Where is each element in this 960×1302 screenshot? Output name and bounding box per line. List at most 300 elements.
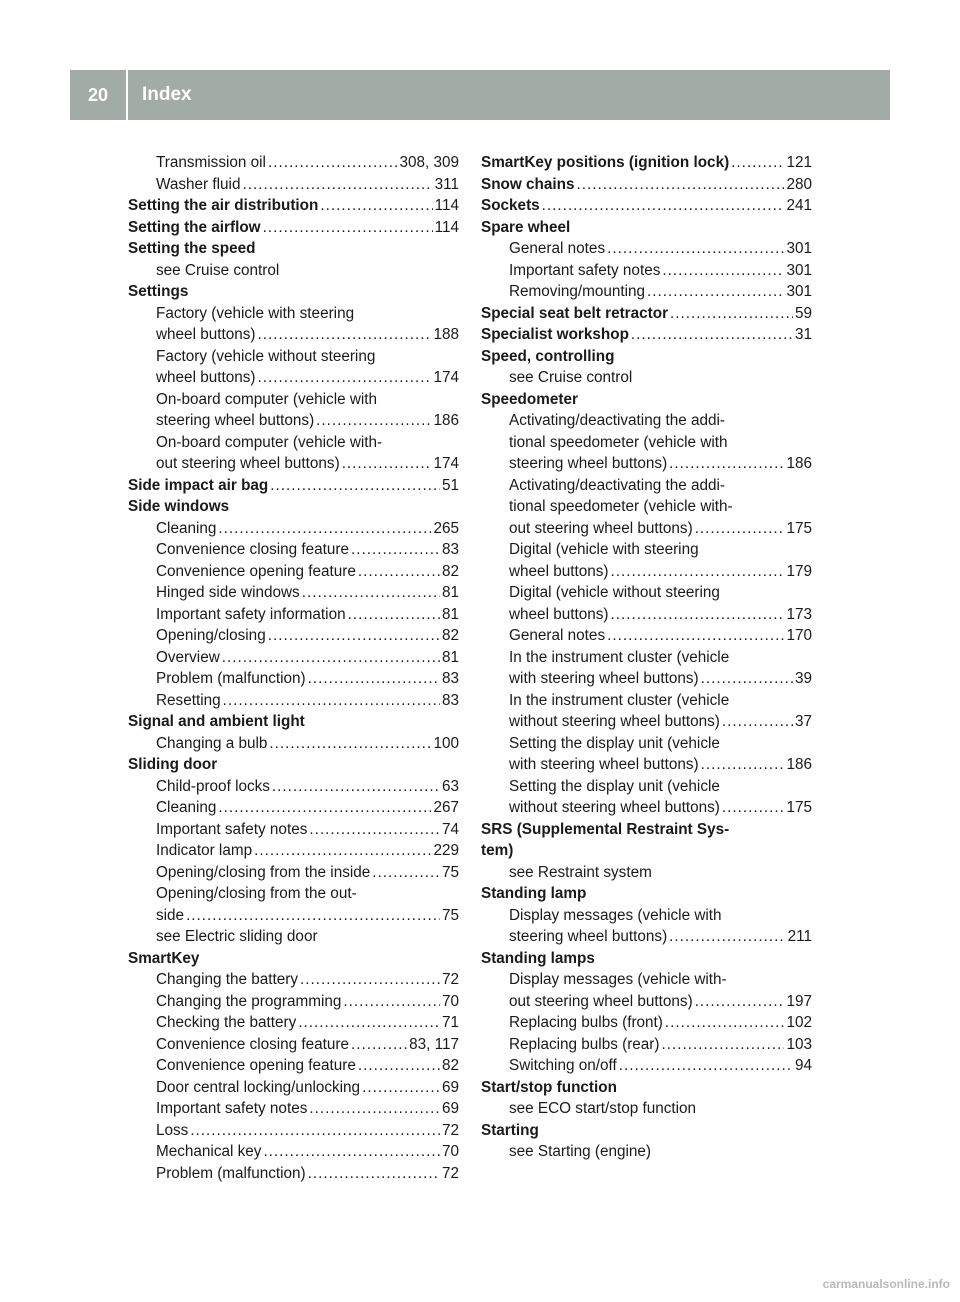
entry-text: Cleaning: [156, 799, 217, 816]
entry-text: Opening/closing: [156, 627, 266, 644]
page-reference[interactable]: 103: [786, 1035, 812, 1053]
page-reference[interactable]: 69: [441, 1100, 459, 1117]
entry-text: Spare wheel: [481, 218, 571, 236]
entry-text: Display messages (vehicle with-: [509, 971, 727, 988]
index-subentry: [481, 518, 812, 540]
index-subentry: [128, 582, 459, 604]
page-reference[interactable]: 170: [786, 627, 812, 644]
entry-text: Important safety notes: [156, 1100, 308, 1117]
index-subentry: [128, 303, 459, 325]
index-entry: [481, 217, 812, 239]
entry-text: Important safety notes: [156, 820, 308, 838]
entry-text: Starting: [481, 1121, 539, 1139]
index-subentry: [481, 668, 812, 690]
index-subentry: [128, 1098, 459, 1120]
entry-text: Hinged side windows: [156, 584, 300, 601]
dot-leader: [722, 711, 793, 733]
entry-text: see Cruise control: [509, 369, 633, 386]
dot-leader: [358, 1055, 440, 1077]
index-entry: [481, 948, 812, 970]
dot-leader: [607, 238, 784, 260]
index-subentry: [128, 346, 459, 368]
dot-leader: [298, 1012, 440, 1034]
index-subentry: [481, 647, 812, 669]
index-subentry: [128, 260, 459, 282]
page-reference[interactable]: 83, 117: [409, 1035, 459, 1053]
entry-text: Transmission oil: [156, 154, 266, 171]
index-entry: [481, 1120, 812, 1142]
dot-leader: [270, 475, 440, 497]
entry-text: Signal and ambient light: [128, 713, 305, 730]
entry-text: Sliding door: [128, 756, 218, 773]
header-divider: [126, 70, 128, 120]
index-entry: [128, 475, 459, 497]
page-reference[interactable]: 70: [441, 992, 459, 1010]
watermark: carmanualsonline.info: [822, 1277, 950, 1291]
page-reference[interactable]: 37: [794, 713, 812, 730]
index-subentry: [481, 367, 812, 389]
page-reference[interactable]: 83: [441, 541, 459, 558]
page-reference[interactable]: 39: [794, 670, 812, 687]
index-subentry: [128, 862, 459, 884]
dot-leader: [218, 518, 431, 540]
entry-text: Setting the display unit (vehicle: [509, 734, 720, 752]
index-subentry: [128, 367, 459, 389]
entry-text: Digital (vehicle with steering: [509, 541, 699, 558]
index-entry: [128, 217, 459, 239]
entry-text: Problem (malfunction): [156, 670, 306, 687]
page-reference[interactable]: 121: [786, 154, 812, 171]
dot-leader: [351, 539, 440, 561]
page-reference[interactable]: 71: [441, 1014, 459, 1031]
entry-text: Standing lamp: [481, 885, 587, 902]
page-reference[interactable]: 267: [433, 799, 459, 816]
index-subentry: [128, 1034, 459, 1056]
index-subentry: [128, 539, 459, 561]
dot-leader: [320, 195, 432, 217]
dot-leader: [343, 991, 440, 1013]
entry-text: Factory (vehicle without steering: [156, 347, 376, 365]
entry-text: Changing the battery: [156, 971, 299, 988]
entry-text: Removing/mounting: [509, 283, 646, 300]
entry-text: General notes: [509, 240, 606, 257]
index-subentry: [481, 432, 812, 454]
index-subentry: [128, 883, 459, 905]
entry-text: Setting the display unit (vehicle: [509, 777, 720, 795]
index-subentry: [481, 625, 812, 647]
entry-text: Replacing bulbs (rear): [509, 1035, 660, 1053]
page-reference[interactable]: 70: [441, 1143, 459, 1160]
entry-text: Settings: [128, 283, 189, 300]
index-subentry: [128, 1055, 459, 1077]
entry-text: Changing the programming: [156, 992, 342, 1010]
dot-leader: [254, 840, 431, 862]
entry-text: Side windows: [128, 498, 230, 515]
index-column-right: [481, 152, 812, 1163]
entry-text: without steering wheel buttons): [509, 799, 720, 816]
index-subentry: [481, 475, 812, 497]
index-subentry: [481, 991, 812, 1013]
page-reference[interactable]: 31: [794, 326, 812, 343]
index-subentry: [128, 561, 459, 583]
entry-text: Child-proof locks: [156, 777, 270, 795]
index-entry: [481, 152, 812, 174]
index-entry: [481, 840, 812, 862]
page-reference[interactable]: 197: [786, 992, 812, 1010]
index-subentry: [128, 625, 459, 647]
index-subentry: [128, 690, 459, 712]
page-reference[interactable]: 280: [786, 175, 812, 193]
page-reference[interactable]: 63: [441, 777, 459, 795]
entry-text: without steering wheel buttons): [509, 713, 720, 730]
dot-leader: [316, 410, 431, 432]
dot-leader: [662, 260, 784, 282]
page-reference[interactable]: 311: [434, 175, 459, 193]
entry-text: Important safety notes: [509, 261, 661, 279]
index-subentry: [481, 410, 812, 432]
entry-text: Convenience opening feature: [156, 562, 356, 580]
section-title: Index: [142, 84, 192, 105]
page-reference[interactable]: 179: [786, 562, 812, 580]
page-reference[interactable]: 174: [433, 455, 459, 472]
entry-text: SRS (Supplemental Restraint Sys-: [481, 820, 730, 838]
entry-text: see Starting (engine): [509, 1143, 652, 1160]
index-entry: [128, 754, 459, 776]
page-reference[interactable]: 173: [786, 605, 812, 623]
index-subentry: [481, 862, 812, 884]
page-reference[interactable]: 308, 309: [399, 154, 459, 171]
entry-text: On-board computer (vehicle with-: [156, 433, 383, 451]
index-entry: [481, 303, 812, 325]
entry-text: Important safety information: [156, 605, 346, 623]
entry-text: Changing a bulb: [156, 734, 268, 752]
entry-text: Factory (vehicle with steering: [156, 304, 355, 322]
page-reference[interactable]: 82: [441, 627, 459, 644]
entry-text: out steering wheel buttons): [156, 455, 340, 472]
index-subentry: [128, 733, 459, 755]
page-reference[interactable]: 229: [433, 842, 459, 859]
index-entry: [128, 496, 459, 518]
index-subentry: [481, 539, 812, 561]
index-subentry: [128, 969, 459, 991]
index-subentry: [481, 1055, 812, 1077]
page-reference[interactable]: 74: [441, 820, 459, 838]
entry-text: see Restraint system: [509, 863, 652, 881]
entry-text: Display messages (vehicle with: [509, 906, 722, 924]
dot-leader: [731, 152, 784, 174]
entry-text: Speed, controlling: [481, 347, 615, 365]
dot-leader: [358, 561, 440, 583]
dot-leader: [258, 367, 432, 389]
index-subentry: [481, 453, 812, 475]
page-reference[interactable]: 188: [433, 326, 459, 343]
index-subentry: [481, 604, 812, 626]
entry-text: Door central locking/unlocking: [156, 1078, 361, 1096]
dot-leader: [701, 754, 785, 776]
entry-text: Setting the airflow: [128, 218, 261, 236]
index-subentry: [481, 496, 812, 518]
entry-text: Resetting: [156, 691, 221, 709]
entry-text: Checking the battery: [156, 1014, 297, 1031]
entry-text: Indicator lamp: [156, 842, 253, 859]
entry-text: wheel buttons): [156, 369, 256, 386]
entry-text: Cleaning: [156, 519, 217, 537]
entry-text: side: [156, 906, 185, 924]
index-subentry: [481, 776, 812, 798]
index-subentry: [481, 281, 812, 303]
page-reference[interactable]: 69: [441, 1078, 459, 1096]
index-entry: [128, 948, 459, 970]
dot-leader: [362, 1077, 440, 1099]
index-subentry: [481, 733, 812, 755]
page-reference[interactable]: 83: [441, 670, 459, 687]
dot-leader: [269, 733, 431, 755]
dot-leader: [669, 926, 785, 948]
index-entry: [128, 238, 459, 260]
index-entry: [481, 819, 812, 841]
page-reference[interactable]: 301: [786, 283, 812, 300]
dot-leader: [308, 1163, 440, 1185]
entry-text: out steering wheel buttons): [509, 992, 693, 1010]
dot-leader: [268, 152, 398, 174]
index-subentry: [128, 776, 459, 798]
dot-leader: [695, 991, 785, 1013]
page-reference[interactable]: 94: [794, 1057, 812, 1074]
dot-leader: [351, 1034, 407, 1056]
index-subentry: [128, 926, 459, 948]
dot-leader: [701, 668, 793, 690]
index-subentry: [481, 561, 812, 583]
entry-text: Opening/closing from the inside: [156, 863, 371, 881]
index-subentry: [481, 582, 812, 604]
index-subentry: [128, 647, 459, 669]
entry-text: Side impact air bag: [128, 476, 269, 494]
entry-text: Specialist workshop: [481, 326, 629, 343]
page-reference[interactable]: 186: [433, 412, 459, 429]
index-entry: [481, 195, 812, 217]
entry-text: Convenience closing feature: [156, 1035, 350, 1053]
dot-leader: [309, 819, 440, 841]
dot-leader: [258, 324, 432, 346]
entry-text: steering wheel buttons): [509, 455, 668, 472]
entry-text: tem): [481, 842, 514, 859]
entry-text: tional speedometer (vehicle with: [509, 433, 728, 451]
page-reference[interactable]: 81: [441, 605, 459, 623]
index-entry: [481, 174, 812, 196]
entry-text: see Electric sliding door: [156, 928, 318, 945]
index-subentry: [128, 797, 459, 819]
index-subentry: [128, 905, 459, 927]
page-reference[interactable]: 81: [441, 648, 459, 666]
dot-leader: [186, 905, 440, 927]
page-reference[interactable]: 102: [786, 1014, 812, 1031]
page-reference[interactable]: 241: [786, 197, 812, 214]
index-entry: [481, 883, 812, 905]
index-entry: [481, 389, 812, 411]
index-entry: [481, 324, 812, 346]
index-subentry: [128, 604, 459, 626]
dot-leader: [308, 668, 440, 690]
index-subentry: [128, 1012, 459, 1034]
dot-leader: [722, 797, 785, 819]
dot-leader: [670, 303, 793, 325]
entry-text: Loss: [156, 1121, 189, 1139]
index-subentry: [128, 410, 459, 432]
dot-leader: [348, 604, 440, 626]
dot-leader: [263, 1141, 440, 1163]
page-reference[interactable]: 51: [441, 476, 459, 494]
dot-leader: [309, 1098, 440, 1120]
entry-text: Convenience closing feature: [156, 541, 350, 558]
page-reference[interactable]: 75: [441, 906, 459, 924]
index-subentry: [481, 754, 812, 776]
page-reference[interactable]: 186: [786, 756, 812, 773]
index-subentry: [128, 432, 459, 454]
dot-leader: [223, 690, 440, 712]
dot-leader: [342, 453, 432, 475]
index-entry: [128, 195, 459, 217]
page-reference[interactable]: 174: [433, 369, 459, 386]
index-subentry: [128, 152, 459, 174]
dot-leader: [372, 862, 440, 884]
entry-text: Convenience opening feature: [156, 1057, 356, 1074]
page-reference[interactable]: 301: [786, 240, 812, 257]
dot-leader: [647, 281, 784, 303]
dot-leader: [218, 797, 431, 819]
index-subentry: [481, 797, 812, 819]
dot-leader: [300, 969, 440, 991]
index-subentry: [128, 174, 459, 196]
index-subentry: [128, 1141, 459, 1163]
entry-text: Washer fluid: [156, 175, 241, 193]
page-reference[interactable]: 72: [441, 1164, 459, 1182]
entry-text: SmartKey: [128, 949, 200, 967]
entry-text: Setting the speed: [128, 240, 256, 257]
dot-leader: [611, 561, 785, 583]
page-reference[interactable]: 81: [441, 584, 459, 601]
entry-text: Replacing bulbs (front): [509, 1014, 663, 1031]
index-subentry: [481, 1098, 812, 1120]
entry-text: Mechanical key: [156, 1143, 262, 1160]
index-subentry: [128, 1120, 459, 1142]
entry-text: with steering wheel buttons): [509, 756, 699, 773]
index-subentry: [481, 1012, 812, 1034]
page-reference[interactable]: 265: [433, 519, 459, 537]
entry-text: Sockets: [481, 197, 540, 214]
index-column-left: [128, 152, 459, 1184]
dot-leader: [631, 324, 793, 346]
page-reference[interactable]: 82: [441, 562, 459, 580]
index-subentry: [128, 1163, 459, 1185]
entry-text: Activating/deactivating the addi-: [509, 412, 725, 429]
index-subentry: [128, 668, 459, 690]
dot-leader: [665, 1012, 785, 1034]
page-reference[interactable]: 301: [786, 261, 812, 279]
page-reference[interactable]: 175: [786, 799, 812, 816]
entry-text: On-board computer (vehicle with: [156, 390, 378, 408]
page-reference[interactable]: 114: [434, 218, 459, 236]
entry-text: Special seat belt retractor: [481, 304, 669, 322]
entry-text: Problem (malfunction): [156, 1164, 306, 1182]
page-reference[interactable]: 211: [787, 928, 812, 945]
dot-leader: [268, 625, 440, 647]
entry-text: Speedometer: [481, 390, 578, 408]
index-subentry: [481, 260, 812, 282]
page-header: [70, 70, 890, 120]
dot-leader: [669, 453, 784, 475]
index-subentry: [128, 389, 459, 411]
entry-text: Switching on/off: [509, 1057, 617, 1074]
index-subentry: [481, 238, 812, 260]
entry-text: SmartKey positions (ignition lock): [481, 154, 730, 171]
index-subentry: [128, 991, 459, 1013]
dot-leader: [662, 1034, 785, 1056]
dot-leader: [302, 582, 440, 604]
entry-text: Standing lamps: [481, 949, 595, 967]
entry-text: wheel buttons): [156, 326, 256, 343]
dot-leader: [619, 1055, 793, 1077]
entry-text: In the instrument cluster (vehicle: [509, 648, 730, 666]
page-reference[interactable]: 100: [433, 734, 459, 752]
page-reference[interactable]: 83: [441, 691, 459, 709]
dot-leader: [242, 174, 432, 196]
index-subentry: [481, 690, 812, 712]
index-subentry: [128, 518, 459, 540]
entry-text: Activating/deactivating the addi-: [509, 476, 725, 494]
dot-leader: [190, 1120, 440, 1142]
dot-leader: [263, 217, 433, 239]
entry-text: tional speedometer (vehicle with-: [509, 498, 733, 515]
page-number: 20: [87, 84, 109, 105]
index-entry: [481, 346, 812, 368]
index-entry: [128, 281, 459, 303]
dot-leader: [577, 174, 785, 196]
index-subentry: [128, 819, 459, 841]
index-subentry: [128, 453, 459, 475]
entry-text: out steering wheel buttons): [509, 519, 693, 537]
page-reference[interactable]: 72: [441, 971, 459, 988]
index-subentry: [481, 1034, 812, 1056]
page-reference[interactable]: 59: [794, 304, 812, 322]
dot-leader: [611, 604, 785, 626]
index-subentry: [128, 840, 459, 862]
index-subentry: [481, 969, 812, 991]
index-subentry: [481, 926, 812, 948]
dot-leader: [272, 776, 440, 798]
dot-leader: [695, 518, 785, 540]
index-subentry: [481, 905, 812, 927]
dot-leader: [607, 625, 784, 647]
page-reference[interactable]: 114: [434, 197, 459, 214]
index-entry: [481, 1077, 812, 1099]
page-reference[interactable]: 175: [786, 519, 812, 537]
page-reference[interactable]: 75: [441, 863, 459, 881]
page-reference[interactable]: 72: [441, 1121, 459, 1139]
entry-text: In the instrument cluster (vehicle: [509, 691, 730, 709]
dot-leader: [222, 647, 440, 669]
index-entry: [128, 711, 459, 733]
entry-text: wheel buttons): [509, 605, 609, 623]
entry-text: General notes: [509, 627, 606, 644]
entry-text: see Cruise control: [156, 261, 280, 279]
page-reference[interactable]: 186: [786, 455, 812, 472]
index-subentry: [128, 324, 459, 346]
index-subentry: [481, 711, 812, 733]
entry-text: with steering wheel buttons): [509, 670, 699, 687]
entry-text: Overview: [156, 648, 220, 666]
entry-text: Setting the air distribution: [128, 197, 319, 214]
page-reference[interactable]: 82: [441, 1057, 459, 1074]
